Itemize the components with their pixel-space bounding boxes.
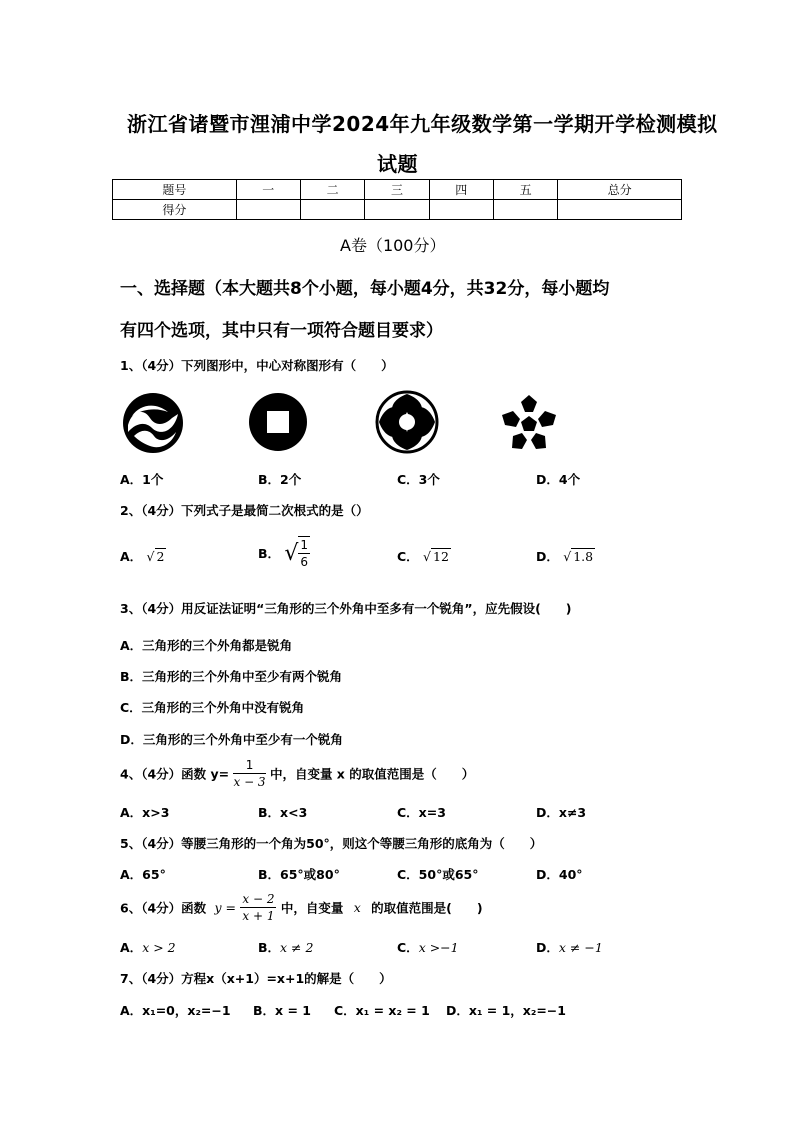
question-2-option-c <box>397 547 451 565</box>
score-blank-cell <box>236 200 300 220</box>
function-fraction <box>233 757 265 790</box>
sqrt-sign: √ <box>284 540 299 566</box>
option-expression: x >−1 <box>418 940 459 955</box>
fraction-denominator: x + 1 <box>242 909 275 923</box>
radicand: 2 <box>156 549 165 564</box>
question-6-stem <box>120 891 483 924</box>
option-label: C． <box>397 940 419 955</box>
option-expression: x ≠ −1 <box>558 940 603 955</box>
option-label: A． <box>120 940 143 955</box>
question-3-option-b: B．三角形的三个外角中至少有两个锐角 <box>120 669 343 684</box>
question-5-option-b: B．65°或80° <box>258 867 340 882</box>
question-5-option-a: A．65° <box>120 867 166 882</box>
question-5-stem: 5、（4分）等腰三角形的一个角为50°，则这个等腰三角形的底角为（ ） <box>120 836 543 851</box>
option-label: C． <box>397 549 419 564</box>
question-4-option-c: C．x=3 <box>397 805 446 820</box>
fraction-numerator: 1 <box>233 757 265 774</box>
question-4-option-d: D．x≠3 <box>536 805 587 820</box>
section-heading: 一、选择题（本大题共8个小题，每小题4分，共32分，每小题均 <box>120 279 610 299</box>
score-table-cell: 一 <box>236 180 300 200</box>
option-label: A． <box>120 549 143 564</box>
fraction-numerator: x − 2 <box>242 892 275 906</box>
score-table-cell: 题号 <box>113 180 237 200</box>
question-2-option-b <box>258 536 310 570</box>
question-7-stem: 7、（4分）方程x（x+1）=x+1的解是（ ） <box>120 971 392 986</box>
question-3-option-c: C．三角形的三个外角中没有锐角 <box>120 700 305 715</box>
score-table-cell: 五 <box>493 180 557 200</box>
question-1-option-b: B．2个 <box>258 472 302 487</box>
function-fraction <box>240 891 276 924</box>
score-table-cell: 二 <box>300 180 364 200</box>
question-7-option-a: A．x₁=0，x₂=−1 <box>120 1003 231 1018</box>
option-label: D． <box>536 549 559 564</box>
radicand: 12 <box>433 549 449 564</box>
question-5-option-c: C．50°或65° <box>397 867 479 882</box>
score-table-cell: 总分 <box>558 180 682 200</box>
document-title: 浙江省诸暨市浬浦中学2024年九年级数学第一学期开学检测模拟 <box>127 112 718 136</box>
variable: x <box>353 900 361 915</box>
question-1-option-a: A．1个 <box>120 472 164 487</box>
option-expression: x ≠ 2 <box>280 940 314 955</box>
score-table-cell: 得分 <box>113 200 237 220</box>
stem-text: 中，自变量 <box>280 900 344 916</box>
score-blank-cell <box>429 200 493 220</box>
question-6-option-a <box>120 938 176 956</box>
question-3-option-d: D．三角形的三个外角中至少有一个锐角 <box>120 732 343 747</box>
score-table-score-row <box>113 200 682 220</box>
sqrt-fraction <box>298 536 310 570</box>
fraction-denominator: 6 <box>300 555 309 569</box>
question-3-stem: 3、（4分）用反证法证明“三角形的三个外角中至多有一个锐角”，应先假设( ) <box>120 601 572 616</box>
question-6-option-b <box>258 938 313 956</box>
question-6-option-c <box>397 938 459 956</box>
paper-part-heading: A卷（100分） <box>340 236 446 255</box>
score-blank-cell <box>300 200 364 220</box>
question-1-stem: 1、（4分）下列图形中，中心对称图形有（ ） <box>120 358 394 373</box>
figure-flower-icon <box>375 390 439 454</box>
question-6-option-d <box>536 938 603 956</box>
option-expression: x > 2 <box>142 940 176 955</box>
document-title-continued: 试题 <box>377 152 418 176</box>
question-1-option-d: D．4个 <box>536 472 581 487</box>
function-lhs: y = <box>214 900 237 915</box>
question-4-option-a: A．x>3 <box>120 805 170 820</box>
option-label: B． <box>258 940 281 955</box>
question-7-option-c: C．x₁ = x₂ = 1 <box>334 1003 430 1018</box>
figure-coin-icon <box>248 392 308 452</box>
sqrt-expression: √ 12 <box>423 549 449 564</box>
score-table-cell: 四 <box>429 180 493 200</box>
score-blank-cell <box>493 200 557 220</box>
question-2-option-a <box>120 547 166 565</box>
section-heading-continued: 有四个选项，其中只有一项符合题目要求） <box>120 321 443 341</box>
score-table <box>112 179 682 220</box>
score-blank-cell <box>365 200 429 220</box>
question-5-option-d: D．40° <box>536 867 583 882</box>
stem-text: 的取值范围是( ) <box>371 900 483 916</box>
option-label: B． <box>258 546 281 561</box>
stem-text: 6、（4分）函数 <box>120 900 207 916</box>
radicand: 1.8 <box>573 549 594 564</box>
stem-text: 4、（4分）函数 y= <box>120 766 230 782</box>
question-1-option-c: C．3个 <box>397 472 440 487</box>
question-2-option-d <box>536 547 595 565</box>
question-4-stem <box>120 757 474 790</box>
question-7-option-d: D．x₁ = 1，x₂=−1 <box>446 1003 566 1018</box>
fraction-numerator: 1 <box>300 538 309 552</box>
score-blank-cell <box>558 200 682 220</box>
sqrt-expression: √ 1.8 <box>563 549 594 564</box>
question-2-stem: 2、（4分）下列式子是最简二次根式的是（） <box>120 503 369 518</box>
figure-pentagon-icon <box>500 394 558 452</box>
score-table-cell: 三 <box>365 180 429 200</box>
score-table-header-row <box>113 180 682 200</box>
fraction-denominator: x − 3 <box>233 775 266 789</box>
figure-swirl-icon <box>122 392 184 454</box>
question-3-option-a: A．三角形的三个外角都是锐角 <box>120 638 293 653</box>
question-7-option-b: B．x = 1 <box>253 1003 311 1018</box>
stem-text: 中，自变量 x 的取值范围是（ ） <box>269 766 475 782</box>
sqrt-expression: √ 2 <box>146 549 165 564</box>
question-4-option-b: B．x<3 <box>258 805 308 820</box>
option-label: D． <box>536 940 559 955</box>
